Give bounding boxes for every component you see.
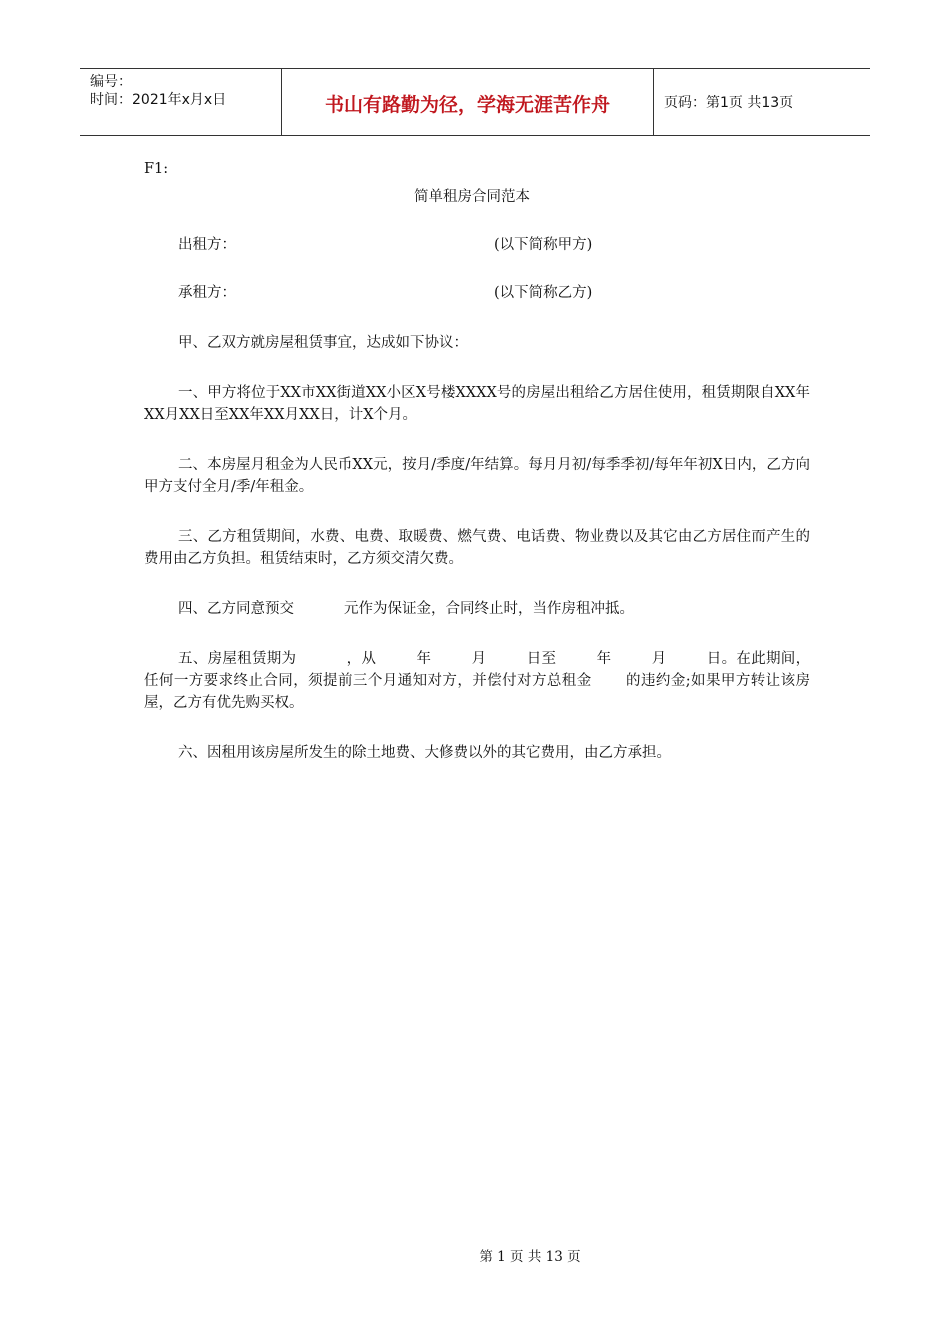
clause-5-text-d: 月 <box>471 651 487 667</box>
clause-5-text-c: 年 <box>416 651 432 667</box>
lessee-row <box>144 282 810 304</box>
clause-5-text-g: 月 <box>651 651 667 667</box>
document-title: 简单租房合同范本 <box>414 189 530 205</box>
clause-4-text-a: 四、乙方同意预交 <box>178 601 294 617</box>
header-motto: 书山有路勤为径，学海无涯苦作舟 <box>282 69 654 135</box>
lessor-note: (以下简称甲方) <box>494 237 593 253</box>
clause-5-text-i: 的违约金;如果甲方转让该房屋，乙方有优先购买权。 <box>144 673 810 711</box>
page-header <box>80 68 870 136</box>
clause-3: 三、乙方租赁期间，水费、电费、取暖费、燃气费、电话费、物业费以及其它由乙方居住而产生的费用由乙方负担。租赁结束时，乙方须交清欠费。 <box>144 529 810 567</box>
header-time-label: 时间：2021年x月x日 <box>90 92 227 108</box>
lessor-label: 出租方： <box>178 237 236 253</box>
header-number-label: 编号： <box>90 74 132 90</box>
document-body <box>144 158 810 764</box>
lessor-row <box>144 234 810 256</box>
header-meta-cell <box>80 69 282 135</box>
document-label: F1: <box>144 161 169 177</box>
clause-5-text-h: 日。在此期间，任何一方要求终止合同，须提前三个月通知对方，并偿付对方总租金 <box>144 651 811 689</box>
clause-4-text-b: 元作为保证金，合同终止时，当作房租冲抵。 <box>344 601 634 617</box>
lessee-label: 承租方： <box>178 285 236 301</box>
clause-6: 六、因租用该房屋所发生的除土地费、大修费以外的其它费用，由乙方承担。 <box>178 745 671 761</box>
clause-5-text-a: 五、房屋租赁期为 <box>178 651 297 667</box>
page-footer: 第 1 页 共 13 页 <box>479 1249 581 1265</box>
header-page-info: 页码：第1页 共13页 <box>664 95 794 111</box>
clause-5-text-b: ，从 <box>346 651 377 667</box>
lessee-note: (以下简称乙方) <box>494 285 593 301</box>
clause-5 <box>144 648 810 714</box>
clause-1: 一、甲方将位于XX市XX街道XX小区X号楼XXXX号的房屋出租给乙方居住使用，租赁期限自XX年XX月XX日至XX年XX月XX日，计X个月。 <box>144 385 810 423</box>
clause-5-text-e: 日至 <box>526 651 557 667</box>
clause-4 <box>144 598 810 620</box>
clause-5-text-f: 年 <box>596 651 612 667</box>
intro-paragraph: 甲、乙双方就房屋租赁事宜，达成如下协议： <box>178 335 468 351</box>
clause-2: 二、本房屋月租金为人民币XX元，按月/季度/年结算。每月月初/每季季初/每年年初X日内，乙方向甲方支付全月/季/年租金。 <box>144 457 810 495</box>
